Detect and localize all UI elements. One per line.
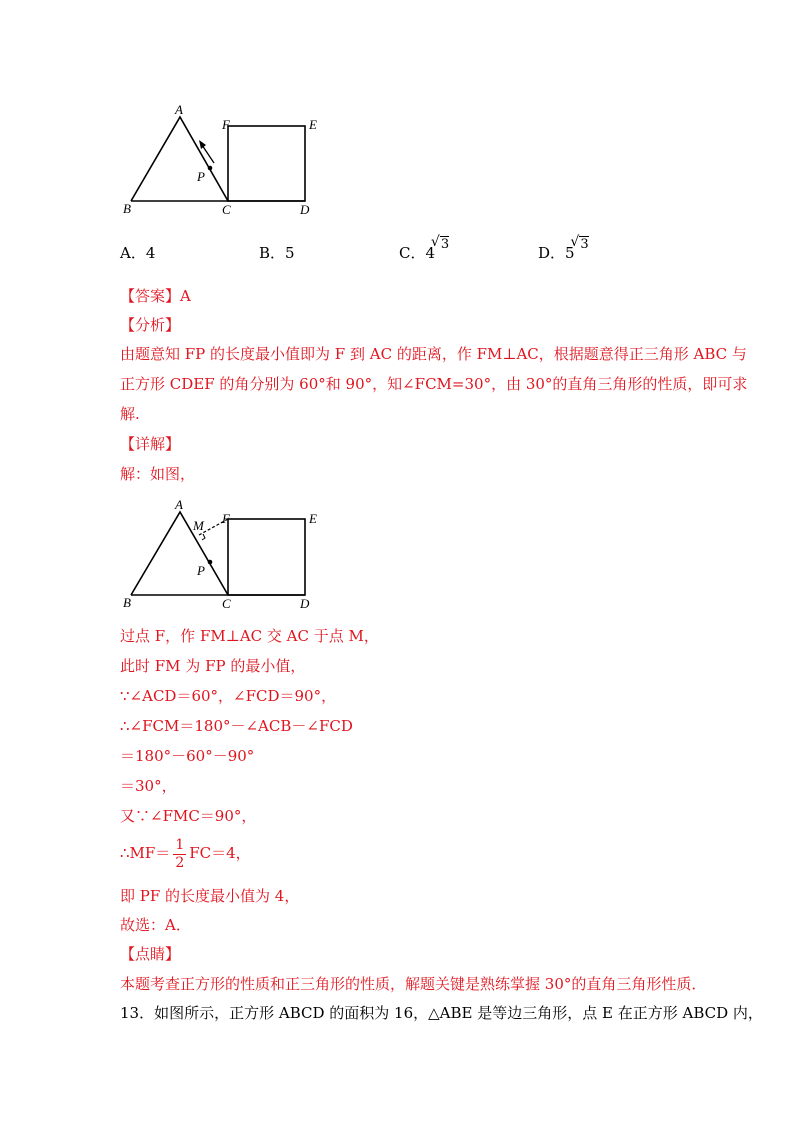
fraction (173, 837, 186, 872)
formula-suffix: FC＝4， (189, 844, 251, 862)
label-b: B (123, 201, 131, 216)
option-a-letter: A． (120, 244, 146, 262)
label-f: F (222, 117, 230, 132)
option-c-coef: 4 (425, 244, 436, 262)
detail-step: ∴∠FCM＝180°－∠ACB－∠FCD (120, 717, 353, 735)
label-e: E (309, 511, 317, 526)
comment-text: 本题考查正方形的性质和正三角形的性质，解题关键是熟练掌握 30°的直角三角形性质． (120, 975, 707, 993)
label-a: A (175, 497, 183, 512)
choice-line: 故选：A． (120, 916, 191, 934)
label-a: A (175, 102, 183, 117)
option-c (399, 237, 450, 263)
detail-intro: 解：如图， (120, 465, 196, 483)
answer-line (120, 286, 191, 306)
detail-step: 此时 FM 为 FP 的最小值， (120, 657, 306, 675)
option-b (259, 242, 295, 263)
figure-triangle-square (115, 100, 345, 220)
label-d: D (300, 596, 310, 611)
conclusion-line: 即 PF 的长度最小值为 4， (120, 887, 300, 905)
arrow-icon (199, 140, 214, 163)
label-p: P (197, 563, 205, 578)
label-d: D (300, 202, 310, 217)
figure-solution (115, 495, 345, 615)
answer-heading: 【答案】 (120, 287, 181, 305)
label-b: B (123, 595, 131, 610)
point-p (208, 560, 213, 565)
comment-heading: 【点睛】 (120, 945, 181, 963)
next-question: 13．如图所示，正方形 ABCD 的面积为 16，△ABE 是等边三角形，点 E 在正方形 ABCD 内， (120, 1004, 763, 1022)
label-f: F (222, 511, 230, 526)
label-e: E (309, 117, 317, 132)
option-c-letter: C． (399, 244, 426, 262)
detail-heading: 【详解】 (120, 435, 181, 453)
analysis-heading: 【分析】 (120, 316, 181, 334)
option-a-value: 4 (145, 244, 156, 262)
label-p: P (197, 169, 205, 184)
answer-value: A (180, 287, 191, 305)
formula-line (120, 836, 251, 872)
square-cdef (228, 519, 305, 595)
option-a (120, 242, 155, 263)
option-d-coef: 5 (565, 244, 575, 262)
option-d-letter: D． (538, 244, 566, 262)
label-c: C (222, 202, 231, 217)
analysis-line: 由题意知 FP 的长度最小值即为 F 到 AC 的距离，作 FM⊥AC，根据题意得正三角形 ABC 与 (120, 345, 747, 363)
point-p (208, 166, 213, 171)
fraction-numerator: 1 (175, 836, 185, 853)
detail-step: 又∵∠FMC＝90°， (120, 807, 257, 825)
option-d (538, 237, 589, 263)
option-c-sqrt: √ 3 (440, 236, 449, 252)
label-m: M (193, 518, 204, 533)
detail-step: ＝30°， (120, 777, 177, 795)
detail-step: ＝180°－60°－90° (120, 747, 255, 765)
square-cdef (228, 126, 305, 201)
triangle-abc-sides (131, 512, 228, 595)
fraction-denominator: 2 (175, 854, 185, 871)
label-c: C (222, 596, 231, 611)
formula-prefix: ∴MF＝ (120, 844, 171, 862)
analysis-line: 解. (120, 405, 140, 423)
detail-step: ∵∠ACD＝60°，∠FCD＝90°， (120, 687, 337, 705)
detail-step: 过点 F，作 FM⊥AC 交 AC 于点 M， (120, 627, 379, 645)
option-b-letter: B． (259, 244, 286, 262)
option-b-value: 5 (285, 244, 295, 262)
analysis-line: 正方形 CDEF 的角分别为 60°和 90°，知∠FCM=30°，由 30°的直角三角形的性质，即可求 (120, 375, 748, 393)
triangle-abc-sides (131, 117, 228, 201)
option-d-sqrt: √ 3 (579, 236, 588, 252)
right-angle-mark (202, 534, 205, 540)
